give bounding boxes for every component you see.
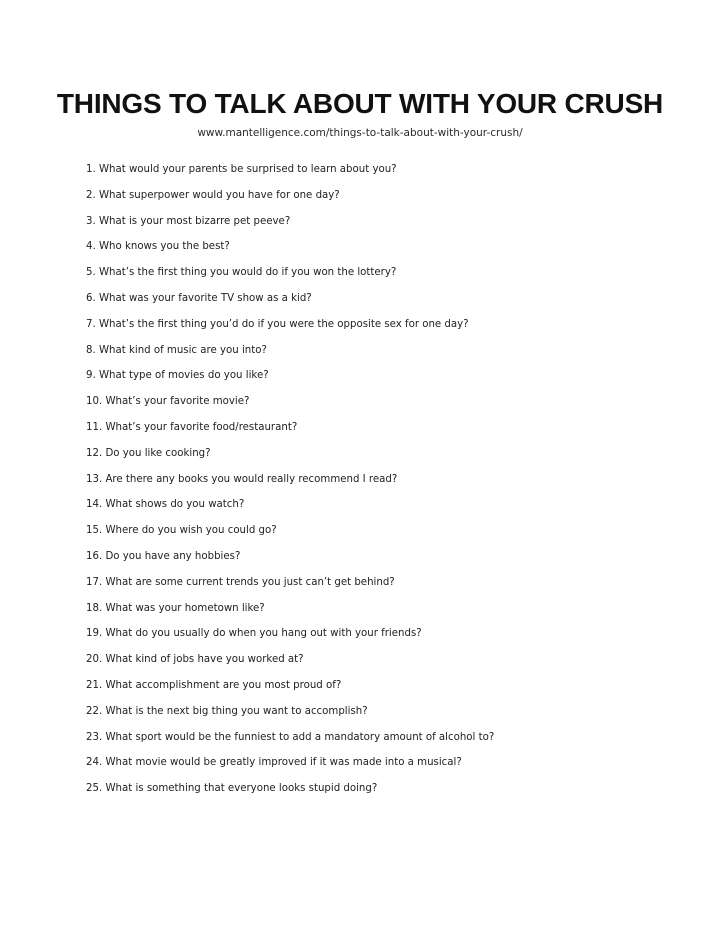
source-url: www.mantelligence.com/things-to-talk-about-with-your-crush/ (197, 127, 523, 139)
question-item: 7. What’s the first thing you’d do if you were the opposite sex for one day? (86, 318, 469, 330)
question-item: 9. What type of movies do you like? (86, 370, 269, 382)
question-item: 22. What is the next big thing you want to accomplish? (86, 705, 368, 717)
question-item: 8. What kind of music are you into? (86, 344, 267, 356)
question-list (86, 160, 494, 805)
question-item: 1. What would your parents be surprised to learn about you? (86, 164, 397, 175)
question-item: 24. What movie would be greatly improved if it was made into a musical? (86, 757, 462, 769)
question-item: 20. What kind of jobs have you worked at? (86, 654, 304, 666)
question-item: 17. What are some current trends you just can’t get behind? (86, 576, 395, 588)
question-item: 19. What do you usually do when you hang out with your friends? (86, 628, 422, 640)
question-item: 18. What was your hometown like? (86, 602, 265, 614)
question-item: 21. What accomplishment are you most proud of? (86, 679, 342, 691)
question-item: 4. Who knows you the best? (86, 241, 230, 253)
question-item: 14. What shows do you watch? (86, 499, 245, 511)
question-item: 3. What is your most bizarre pet peeve? (86, 215, 291, 227)
question-item: 25. What is something that everyone looks stupid doing? (86, 783, 378, 795)
question-item: 6. What was your favorite TV show as a kid? (86, 292, 312, 304)
question-item: 10. What’s your favorite movie? (86, 396, 250, 408)
question-item: 11. What’s your favorite food/restaurant? (86, 421, 298, 433)
question-item: 2. What superpower would you have for one day? (86, 189, 340, 201)
question-item: 15. Where do you wish you could go? (86, 525, 277, 537)
question-item: 5. What’s the first thing you would do if you won the lottery? (86, 267, 397, 279)
question-item: 13. Are there any books you would really recommend I read? (86, 473, 398, 485)
question-item: 23. What sport would be the funniest to add a mandatory amount of alcohol to? (86, 731, 495, 743)
question-item: 12. Do you like cooking? (86, 447, 211, 459)
page-title: THINGS TO TALK ABOUT WITH YOUR CRUSH (56, 88, 664, 119)
question-item: 16. Do you have any hobbies? (86, 550, 241, 562)
